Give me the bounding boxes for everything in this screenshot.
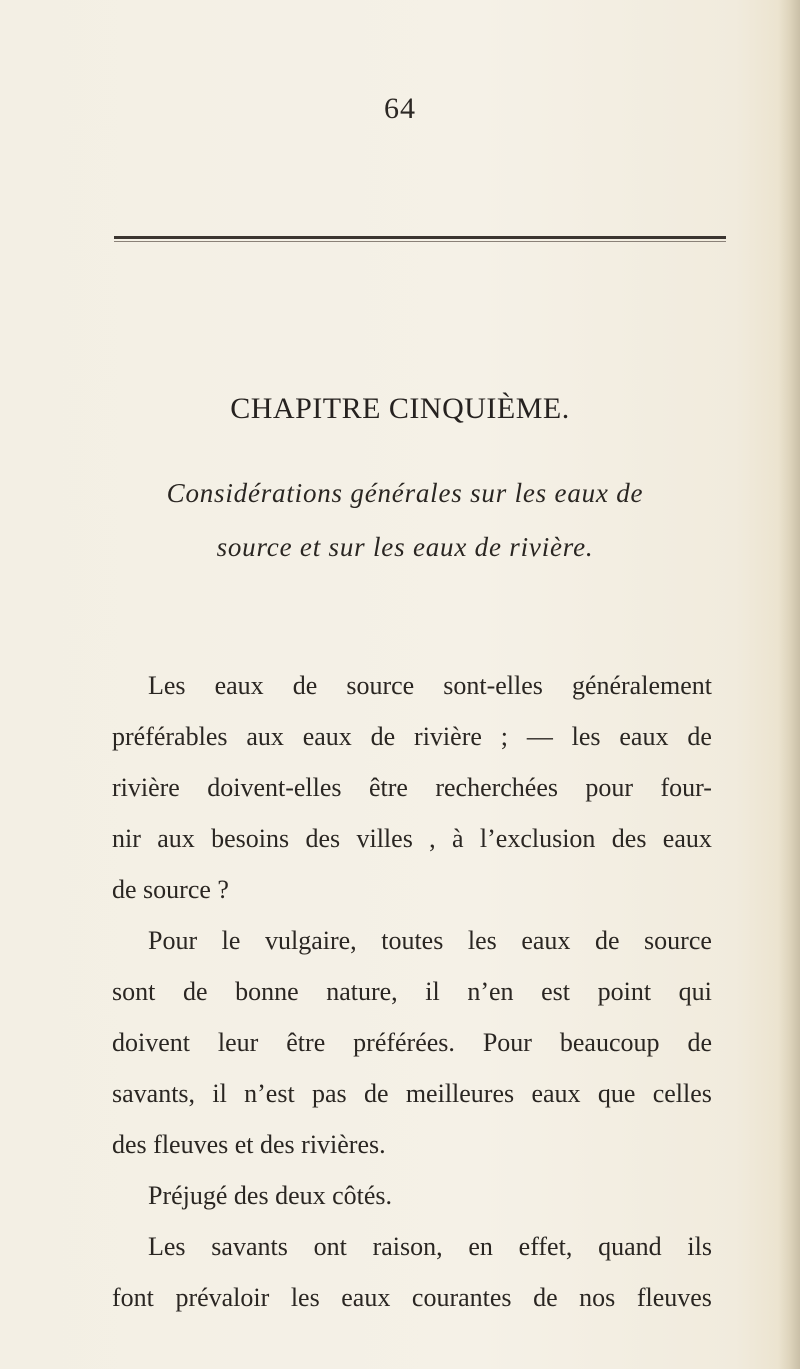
text-line-content: des fleuves et des rivières. [112, 1130, 386, 1159]
word: de [292, 671, 318, 700]
word: eaux [521, 926, 571, 955]
word: préférables [112, 722, 228, 751]
word: besoins [211, 824, 290, 853]
word: rivière [112, 773, 180, 802]
word: eaux [662, 824, 712, 853]
text-line [112, 711, 712, 762]
word: être [368, 773, 408, 802]
body-text [112, 660, 712, 1323]
word: il [212, 1079, 227, 1108]
chapter-subtitle [100, 466, 710, 574]
word: Les [148, 671, 186, 700]
word: source [644, 926, 712, 955]
word: généralement [571, 671, 712, 700]
word: eaux [531, 1079, 581, 1108]
word: nos [579, 1283, 616, 1312]
word: prévaloir [175, 1283, 270, 1312]
word: les [467, 926, 497, 955]
word: rivière [414, 722, 482, 751]
text-line [112, 1017, 712, 1068]
text-line [112, 1170, 712, 1221]
word: effet, [518, 1232, 573, 1261]
word: eaux [619, 722, 669, 751]
word: sont-elles [443, 671, 543, 700]
word: savants, [112, 1079, 196, 1108]
page-number: 64 [384, 92, 416, 125]
word: des [611, 824, 647, 853]
word: eaux [302, 722, 352, 751]
word: nature, [326, 977, 398, 1006]
word: , [429, 824, 436, 853]
subtitle-line-2: source et sur les eaux de rivière. [216, 532, 594, 562]
word: Pour [482, 1028, 532, 1057]
word: eaux [214, 671, 264, 700]
word: fleuves [636, 1283, 712, 1312]
text-line [112, 813, 712, 864]
word: les [290, 1283, 320, 1312]
word: n’en [467, 977, 514, 1006]
word: raison, [372, 1232, 443, 1261]
word: de [370, 722, 396, 751]
text-line [112, 660, 712, 711]
word: le [221, 926, 241, 955]
text-line [112, 1272, 712, 1323]
text-line [112, 915, 712, 966]
word: pas [311, 1079, 347, 1108]
text-line-content: Préjugé des deux côtés. [148, 1181, 393, 1210]
word: Les [148, 1232, 186, 1261]
word: à [452, 824, 464, 853]
word: de [687, 722, 712, 751]
word: celles [652, 1079, 712, 1108]
word: de [182, 977, 208, 1006]
word: en [468, 1232, 493, 1261]
word: source [346, 671, 415, 700]
word: n’est [244, 1079, 295, 1108]
word: aux [246, 722, 284, 751]
chapter-title: CHAPITRE CINQUIÈME. [230, 392, 570, 425]
text-line [112, 1221, 712, 1272]
text-line [112, 966, 712, 1017]
word: que [597, 1079, 636, 1108]
word: aux [157, 824, 195, 853]
word: Pour [148, 926, 198, 955]
word: courantes [411, 1283, 512, 1312]
word: ; [500, 722, 508, 751]
header-rule [114, 236, 726, 239]
word: les [571, 722, 601, 751]
word: eaux [341, 1283, 391, 1312]
word: sont [112, 977, 156, 1006]
word: de [687, 1028, 712, 1057]
text-line [112, 864, 712, 915]
word: savants [211, 1232, 288, 1261]
word: leur [217, 1028, 259, 1057]
word: — [526, 722, 553, 751]
page-edge-shadow [778, 0, 800, 1369]
word: beaucoup [559, 1028, 660, 1057]
word: est [541, 977, 571, 1006]
header-rule-thin [114, 241, 726, 242]
word: des [305, 824, 341, 853]
word: toutes [381, 926, 444, 955]
word: nir [112, 824, 141, 853]
text-line-content: de source ? [112, 875, 229, 904]
word: quand [598, 1232, 662, 1261]
word: vulgaire, [264, 926, 357, 955]
text-line [112, 1068, 712, 1119]
word: four- [660, 773, 712, 802]
word: recherchées [435, 773, 559, 802]
word: bonne [235, 977, 299, 1006]
word: doivent [112, 1028, 190, 1057]
word: point [597, 977, 652, 1006]
word: pour [585, 773, 634, 802]
word: être [286, 1028, 326, 1057]
word: l’exclusion [479, 824, 596, 853]
text-line [112, 762, 712, 813]
word: meilleures [405, 1079, 515, 1108]
word: préférées. [353, 1028, 455, 1057]
subtitle-line-1: Considérations générales sur les eaux de [166, 478, 644, 508]
word: qui [678, 977, 712, 1006]
word: de [533, 1283, 558, 1312]
word: ont [313, 1232, 347, 1261]
word: font [112, 1283, 154, 1312]
word: de [594, 926, 620, 955]
text-line [112, 1119, 712, 1170]
word: villes [356, 824, 413, 853]
word: doivent-elles [207, 773, 342, 802]
word: ils [687, 1232, 712, 1261]
word: de [363, 1079, 389, 1108]
word: il [425, 977, 440, 1006]
